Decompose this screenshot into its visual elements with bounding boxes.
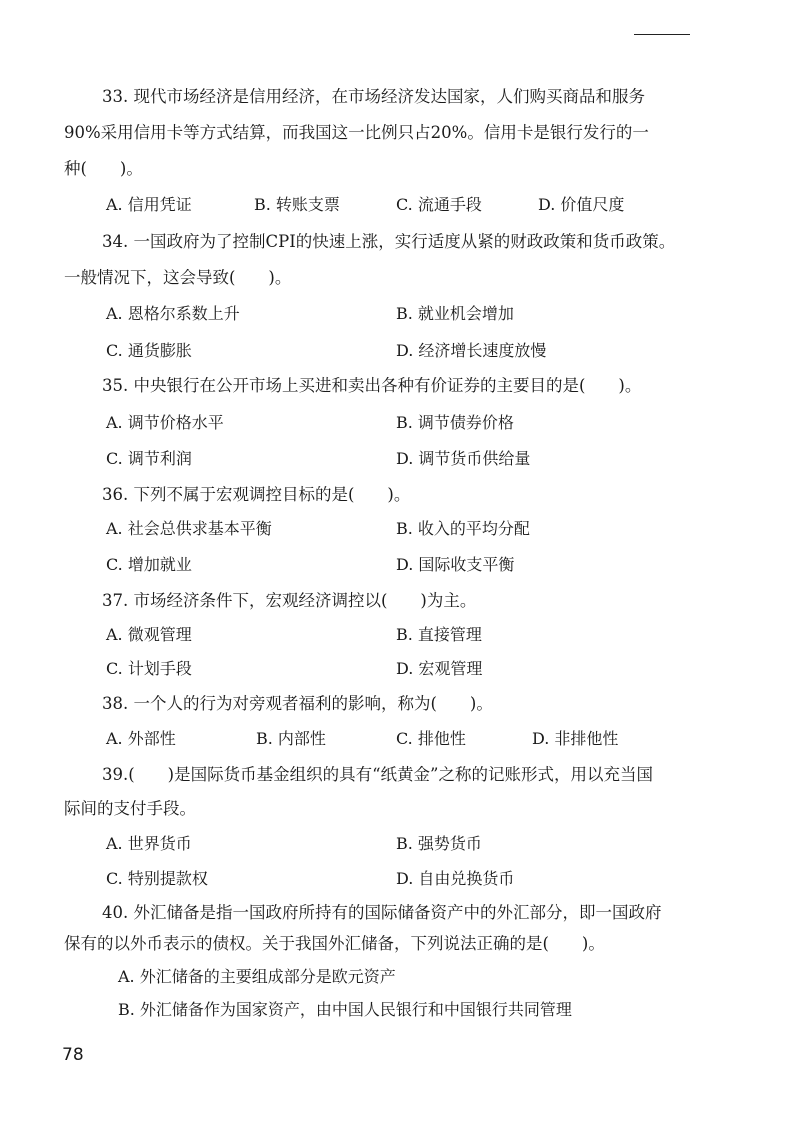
q35-option-c: C. 调节利润 <box>106 449 192 468</box>
q34-stem-line-1: 34. 一国政府为了控制CPI的快速上涨，实行适度从紧的财政政策和货币政策。 <box>102 232 676 251</box>
q37-option-c: C. 计划手段 <box>106 659 192 678</box>
q34-stem-line-2: 一般情况下，这会导致( )。 <box>64 268 292 287</box>
q37-stem-line-1: 37. 市场经济条件下，宏观经济调控以( )为主。 <box>102 591 477 610</box>
q35-option-a: A. 调节价格水平 <box>106 413 224 432</box>
q38-stem-line-1: 38. 一个人的行为对旁观者福利的影响，称为( )。 <box>102 694 493 713</box>
q37-option-b: B. 直接管理 <box>396 625 482 644</box>
q34-option-c: C. 通货膨胀 <box>106 341 192 360</box>
q33-stem-line-1: 33. 现代市场经济是信用经济，在市场经济发达国家，人们购买商品和服务 <box>102 87 645 106</box>
page-number: 78 <box>62 1045 84 1065</box>
q33-stem-line-3: 种( )。 <box>64 159 143 178</box>
q33-stem-line-2: 90%采用信用卡等方式结算，而我国这一比例只占20%。信用卡是银行发行的一 <box>64 123 649 142</box>
q36-option-d: D. 国际收支平衡 <box>396 555 515 574</box>
q35-option-d: D. 调节货币供给量 <box>396 449 531 468</box>
q34-option-b: B. 就业机会增加 <box>396 304 514 323</box>
q40-stem-line-1: 40. 外汇储备是指一国政府所持有的国际储备资产中的外汇部分，即一国政府 <box>102 903 662 922</box>
q39-option-d: D. 自由兑换货币 <box>396 869 515 888</box>
q39-option-a: A. 世界货币 <box>106 834 192 853</box>
q36-option-a: A. 社会总供求基本平衡 <box>106 519 272 538</box>
q39-option-c: C. 特别提款权 <box>106 869 208 888</box>
q35-stem-line-1: 35. 中央银行在公开市场上买进和卖出各种有价证券的主要目的是( )。 <box>102 376 642 395</box>
q33-option-d: D. 价值尺度 <box>538 195 625 214</box>
q39-option-b: B. 强势货币 <box>396 834 482 853</box>
q33-option-c: C. 流通手段 <box>396 195 482 214</box>
q34-option-d: D. 经济增长速度放慢 <box>396 341 547 360</box>
q40-option-b: B. 外汇储备作为国家资产，由中国人民银行和中国银行共同管理 <box>118 1000 572 1019</box>
header-rule <box>634 34 690 35</box>
q36-stem-line-1: 36. 下列不属于宏观调控目标的是( )。 <box>102 485 411 504</box>
q34-option-a: A. 恩格尔系数上升 <box>106 304 240 323</box>
q33-option-a: A. 信用凭证 <box>106 195 192 214</box>
q35-option-b: B. 调节债券价格 <box>396 413 514 432</box>
q40-stem-line-2: 保有的以外币表示的债权。关于我国外汇储备，下列说法正确的是( )。 <box>64 934 605 953</box>
q38-option-d: D. 非排他性 <box>532 729 619 748</box>
q39-stem-line-1: 39.( )是国际货币基金组织的具有“纸黄金”之称的记账形式，用以充当国 <box>102 765 653 784</box>
q38-option-c: C. 排他性 <box>396 729 466 748</box>
q36-option-c: C. 增加就业 <box>106 555 192 574</box>
q33-option-b: B. 转账支票 <box>254 195 340 214</box>
q40-option-a: A. 外汇储备的主要组成部分是欧元资产 <box>118 967 396 986</box>
q38-option-b: B. 内部性 <box>256 729 326 748</box>
q37-option-d: D. 宏观管理 <box>396 659 483 678</box>
q39-stem-line-2: 际间的支付手段。 <box>64 799 196 818</box>
q36-option-b: B. 收入的平均分配 <box>396 519 530 538</box>
q38-option-a: A. 外部性 <box>106 729 176 748</box>
q37-option-a: A. 微观管理 <box>106 625 192 644</box>
